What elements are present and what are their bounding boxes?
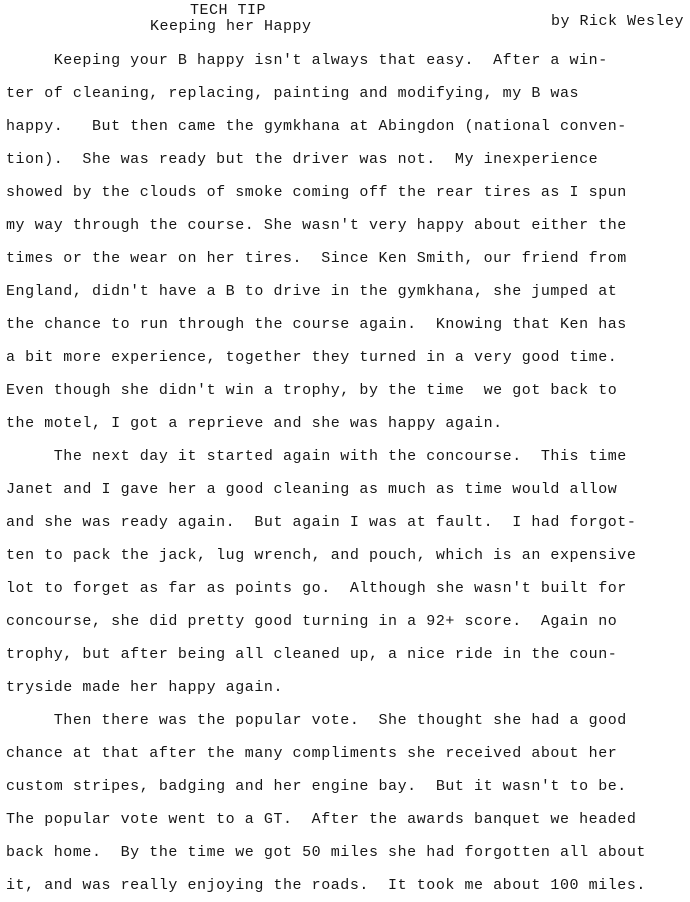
text-line: The popular vote went to a GT. After the awards banquet we headed bbox=[6, 811, 637, 828]
article-body bbox=[6, 44, 690, 902]
text-line: a bit more experience, together they turned in a very good time. bbox=[6, 349, 618, 366]
text-line: the chance to run through the course again. Knowing that Ken has bbox=[6, 316, 627, 333]
text-line: ter of cleaning, replacing, painting and modifying, my B was bbox=[6, 85, 580, 102]
text-line: the motel, I got a reprieve and she was happy again. bbox=[6, 415, 503, 432]
text-line: Keeping your B happy isn't always that easy. After a win- bbox=[6, 52, 608, 69]
text-line: trophy, but after being all cleaned up, a nice ride in the coun- bbox=[6, 646, 618, 663]
article-title: TECH TIP bbox=[190, 2, 267, 19]
article-header bbox=[150, 3, 390, 35]
text-line: England, didn't have a B to drive in the gymkhana, she jumped at bbox=[6, 283, 618, 300]
text-line: The next day it started again with the concourse. This time bbox=[6, 448, 627, 465]
text-line: custom stripes, badging and her engine bay. But it wasn't to be. bbox=[6, 778, 627, 795]
text-line: chance at that after the many compliments she received about her bbox=[6, 745, 618, 762]
text-line: and she was ready again. But again I was at fault. I had forgot- bbox=[6, 514, 637, 531]
text-line: times or the wear on her tires. Since Ken Smith, our friend from bbox=[6, 250, 627, 267]
text-line: tion). She was ready but the driver was not. My inexperience bbox=[6, 151, 599, 168]
article-subtitle: Keeping her Happy bbox=[150, 18, 312, 35]
text-line: tryside made her happy again. bbox=[6, 679, 283, 696]
text-line: Then there was the popular vote. She thought she had a good bbox=[6, 712, 627, 729]
text-line: concourse, she did pretty good turning in a 92+ score. Again no bbox=[6, 613, 618, 630]
text-line: back home. By the time we got 50 miles she had forgotten all about bbox=[6, 844, 646, 861]
text-line: Even though she didn't win a trophy, by the time we got back to bbox=[6, 382, 618, 399]
text-line: ten to pack the jack, lug wrench, and pouch, which is an expensive bbox=[6, 547, 637, 564]
text-line: lot to forget as far as points go. Although she wasn't built for bbox=[6, 580, 627, 597]
text-line: it, and was really enjoying the roads. It took me about 100 miles. bbox=[6, 877, 646, 894]
text-line: happy. But then came the gymkhana at Abingdon (national conven- bbox=[6, 118, 627, 135]
author-byline: by Rick Wesley bbox=[550, 13, 684, 30]
text-line: Janet and I gave her a good cleaning as much as time would allow bbox=[6, 481, 618, 498]
text-line: my way through the course. She wasn't very happy about either the bbox=[6, 217, 627, 234]
text-line: showed by the clouds of smoke coming off the rear tires as I spun bbox=[6, 184, 627, 201]
